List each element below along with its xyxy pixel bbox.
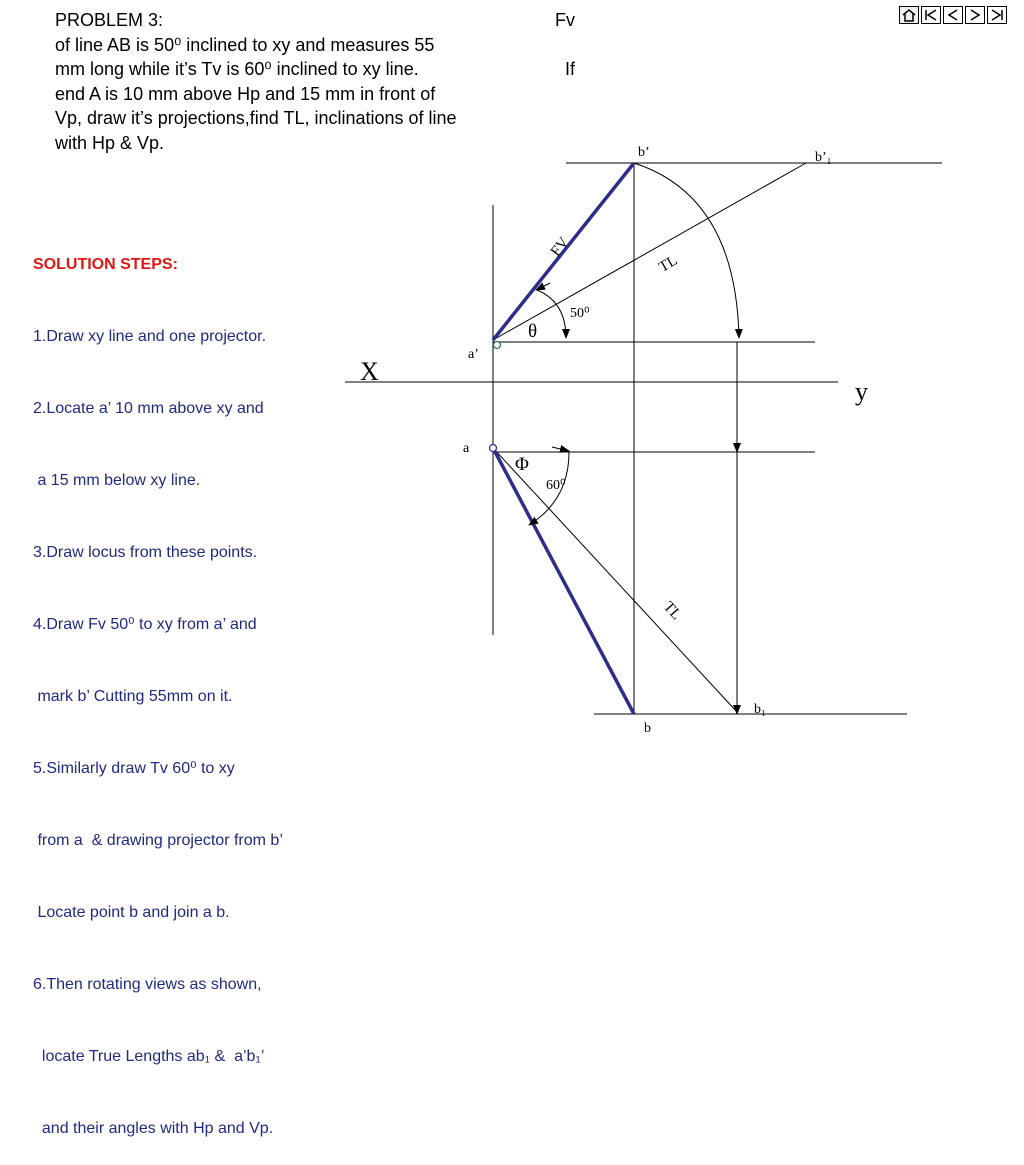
fv-label: FV <box>547 234 573 260</box>
true-length-line-front <box>493 163 806 340</box>
step-line: a 15 mm below xy line. <box>33 472 201 489</box>
step-line: Locate point b and join a b. <box>33 904 230 921</box>
tl-bottom-label: TL <box>659 598 685 624</box>
b1-label: b₁ <box>754 702 766 717</box>
rotation-arc-front <box>634 163 739 338</box>
problem-text: Vp, draw it’s projections,find TL, inclinations of line <box>55 108 457 128</box>
step-line: locate True Lengths ab₁ & a’b₁’ <box>33 1048 265 1065</box>
true-length-line-top <box>493 448 737 712</box>
y-label: y <box>855 377 868 406</box>
step-line: 3.Draw locus from these points. <box>33 544 258 561</box>
b-label: b <box>644 721 651 736</box>
angle-arrow-phi-top <box>552 447 569 451</box>
theta-label: θ <box>528 321 538 342</box>
problem-text: Fv <box>555 10 575 30</box>
angle-50-label: 50⁰ <box>570 306 590 321</box>
point-a-prime <box>494 342 501 349</box>
problem-text: mm long while it’s Tv is 60⁰ inclined to xy line. <box>55 59 419 79</box>
solution-heading: SOLUTION STEPS: <box>33 256 178 273</box>
problem-text: PROBLEM 3: <box>55 10 164 30</box>
b-prime-label: b’ <box>638 145 650 160</box>
angle-60-label: 60⁰ <box>546 478 566 493</box>
step-line: 1.Draw xy line and one projector. <box>33 328 267 345</box>
a-label: a <box>463 441 470 456</box>
step-line: 4.Draw Fv 50⁰ to xy from a’ and <box>33 616 257 633</box>
angle-arc-50 <box>537 290 566 338</box>
step-line: 5.Similarly draw Tv 60⁰ to xy <box>33 760 235 777</box>
phi-label: Φ <box>515 454 529 475</box>
problem-text: of line AB is 50⁰ inclined to xy and measures 55 <box>55 34 435 55</box>
step-line: 6.Then rotating views as shown, <box>33 976 262 993</box>
problem-text: If <box>564 59 575 79</box>
step-line: and their angles with Hp and Vp. <box>33 1120 274 1137</box>
step-line: 2.Locate a’ 10 mm above xy and <box>33 400 264 417</box>
point-a <box>490 445 497 452</box>
a-prime-label: a’ <box>468 347 479 362</box>
x-label: X <box>360 357 379 386</box>
b1-prime-label: b’₁ <box>815 150 832 165</box>
tl-top-label: TL <box>656 252 681 276</box>
problem-text: with Hp & Vp. <box>55 132 165 153</box>
step-line: from a & drawing projector from b’ <box>33 832 283 849</box>
step-line: mark b’ Cutting 55mm on it. <box>33 688 233 705</box>
problem-text: end A is 10 mm above Hp and 15 mm in front of <box>55 83 436 104</box>
